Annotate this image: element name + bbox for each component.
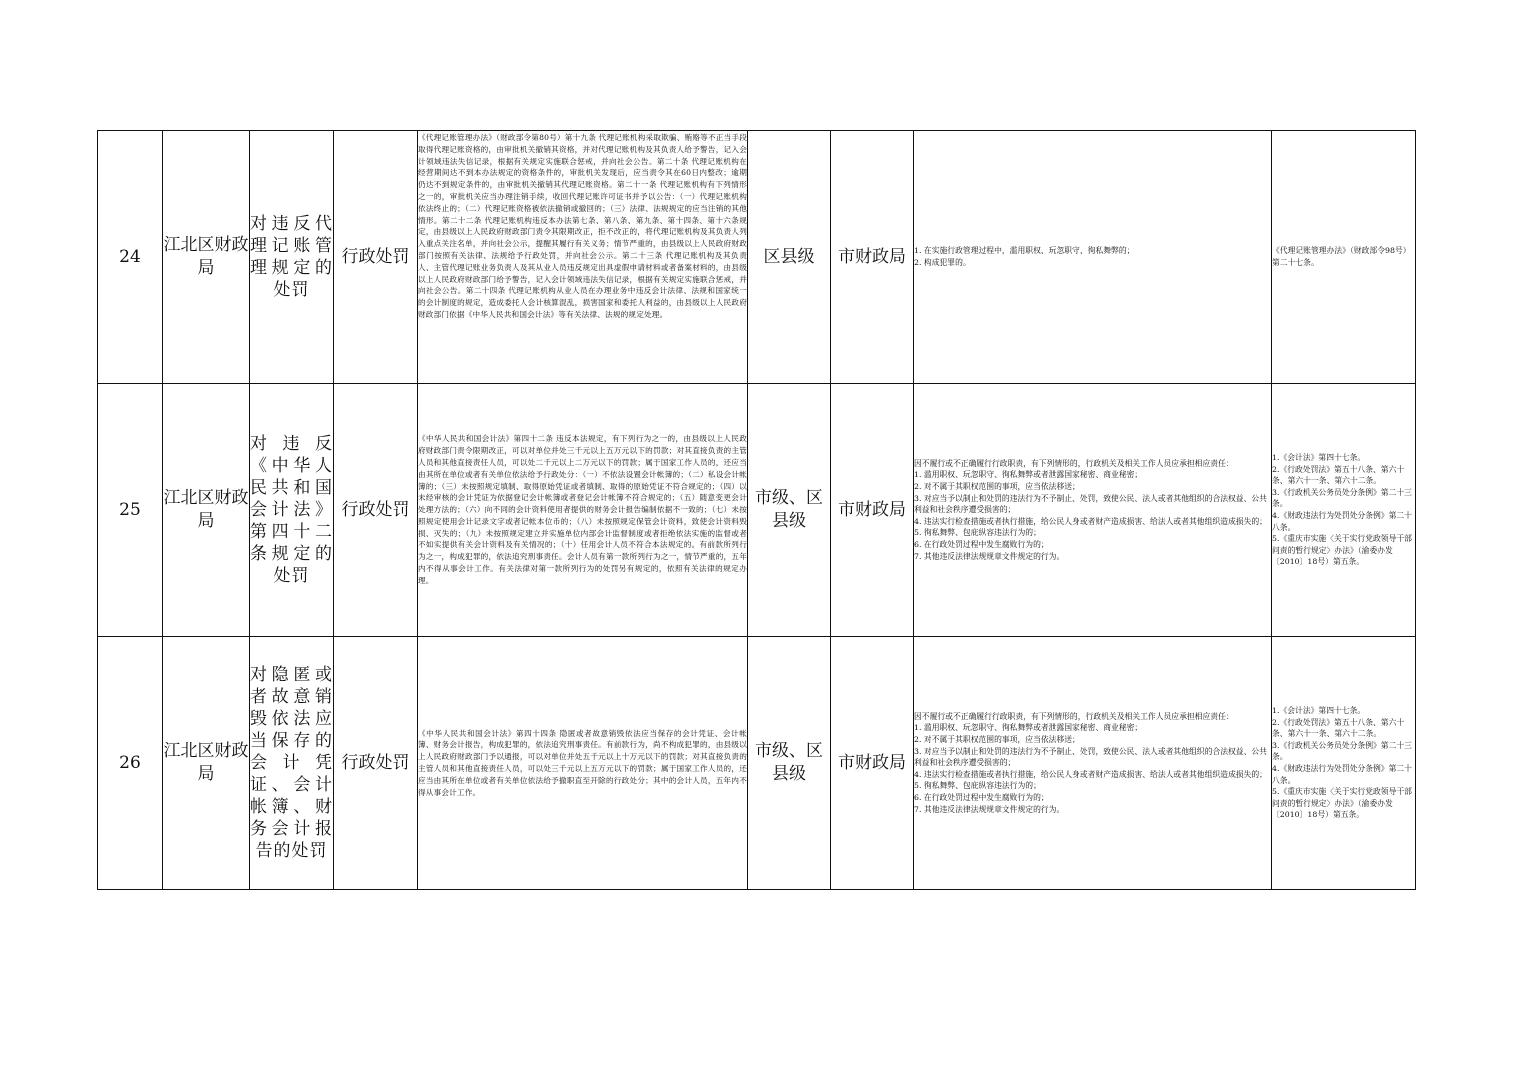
- row-number: 24: [98, 131, 163, 384]
- table-row: [98, 131, 1416, 384]
- accountability-item: 3. 对应当予以制止和处罚的违法行为不予制止、处罚，致使公民、法人或者其他组织的合法权益、公共利益和社会秩序遭受损害的；: [914, 493, 1267, 515]
- accountability-item: 6. 在行政处罚过程中发生腐败行为的；: [914, 539, 1049, 549]
- law-reference-item: 1.《会计法》第四十七条。: [1272, 706, 1366, 716]
- matter-name: 对违反代理记账管理规定的处罚: [250, 214, 333, 300]
- accountability-item: 6. 在行政处罚过程中发生腐败行为的；: [914, 792, 1049, 802]
- department-cell: 江北区财政局: [163, 384, 250, 637]
- accountability-item: 4. 违法实行检查措施或者执行措施，给公民人身或者财产造成损害、给法人或者其他组织造成损失的；: [914, 516, 1267, 526]
- accountability-list: [914, 637, 1272, 890]
- power-category: 行政处罚: [334, 384, 418, 637]
- law-reference-item: 4.《财政违法行为处罚处分条例》第二十八条。: [1272, 764, 1412, 785]
- law-reference-item: 5.《重庆市实施〈关于实行党政领导干部问责的暂行规定〉办法》（渝委办发〔2010〕18号）第五条。: [1272, 787, 1412, 820]
- accountability-item: 7. 其他违反法律法规规章文件规定的行为。: [914, 804, 1065, 814]
- accountability-list: [914, 131, 1272, 384]
- law-reference-item: 3.《行政机关公务员处分条例》第二十三条。: [1272, 740, 1412, 762]
- matter-name: 对隐匿或者故意销毁依法应当保存的会计凭证、会计帐簿、财务会计报告的处罚: [250, 665, 333, 861]
- accountability-item: 4. 违法实行检查措施或者执行措施，给公民人身或者财产造成损害、给法人或者其他组织造成损失的；: [914, 769, 1267, 779]
- exercise-level: 市级、区县级: [748, 637, 831, 890]
- law-reference-list: [1272, 637, 1416, 890]
- exercise-level: 区县级: [748, 131, 831, 384]
- accountability-item: 2. 构成犯罪的。: [914, 258, 971, 267]
- accountability-item: 因不履行或不正确履行行政职责，有下列情形的，行政机关及相关工作人员应承担相应责任：: [914, 711, 1234, 721]
- table-row: [98, 384, 1416, 637]
- row-number: 25: [98, 384, 163, 637]
- accountability-item: 1. 在实施行政管理过程中，滥用职权、玩忽职守、徇私舞弊的；: [914, 246, 1135, 256]
- responsible-org: 市财政局: [831, 637, 914, 890]
- accountability-item: 7. 其他违反法律法规规章文件规定的行为。: [914, 551, 1065, 561]
- department-cell: 江北区财政局: [163, 131, 250, 384]
- exercise-level: 市级、区县级: [748, 384, 831, 637]
- accountability-item: 1. 滥用职权、玩忽职守、徇私舞弊或者泄露国家秘密、商业秘密；: [914, 470, 1143, 480]
- law-reference-item: 2.《行政处罚法》第五十八条、第六十条、第六十一条、第六十二条。: [1272, 464, 1405, 486]
- accountability-item: 因不履行或不正确履行行政职责，有下列情形的，行政机关及相关工作人员应承担相应责任：: [914, 458, 1234, 468]
- power-category: 行政处罚: [334, 637, 418, 890]
- legal-basis: 《代理记账管理办法》（财政部令第80号）第十九条 代理记账机构采取欺骗、贿赂等不正当手段取得代理记账资格的，由审批机关撤销其资格，并对代理记账机构及其负责人给予警告，记入会计领域违法失信记录，根据有关规定实施联合惩戒，并向社会公告。第二十条 代理记账机构在经营期间达不到本办法规定的资格条件的，审批机关发现后，应当责令其在60日内整改；逾期仍达不到规定条件的，由审批机关撤销其代理记账资格。第二十一条 代理记账机构有下列情形之一的，审批机关应当办理注销手续，收回代理记账许可证书并予以公告：（一）代理记账机构依法终止的；（二）代理记账资格被依法撤销或撤回的；（三）法律、法规规定的应当注销的其他情形。第二十二条 代理记账机构违反本办法第七条、第八条、第九条、第十四条、第十六条规定，由县级以上人民政府财政部门责令其限期改正，拒不改正的，将代理记账机构及其负责人列入重点关注名单，并向社会公示，提醒其履行有关义务；情节严重的，由县级以上人民政府财政部门按照有关法律、法规给予行政处罚，并向社会公示。第二十三条 代理记账机构及其负责人、主管代理记账业务负责人及其从业人员违反规定出具虚假申请材料或者备案材料的，由县级以上人民政府财政部门给予警告，记入会计领域违法失信记录，根据有关规定实施联合惩戒，并向社会公告。第二十四条 代理记账机构从业人员在办理业务中违反会计法律、法规和国家统一的会计制度的规定，造成委托人会计核算混乱，损害国家和委托人利益的，由县级以上人民政府财政部门依据《中华人民共和国会计法》等有关法律、法规的规定处理。: [418, 133, 747, 319]
- legal-basis: 《中华人民共和国会计法》第四十四条 隐匿或者故意销毁依法应当保存的会计凭证、会计帐簿、财务会计报告，构成犯罪的，依法追究刑事责任。有前款行为，尚不构成犯罪的，由县级以上人民政府财政部门予以通报，可以对单位并处五千元以上十万元以下的罚款；对其直接负责的主管人员和其他直接责任人员，可以处三千元以上五万元以下的罚款；属于国家工作人员的，还应当由其所在单位或者有关单位依法给予撤职直至开除的行政处分；其中的会计人员，五年内不得从事会计工作。: [418, 637, 748, 890]
- table-row: [98, 637, 1416, 890]
- responsibility-table: [97, 130, 1416, 890]
- accountability-list: [914, 384, 1272, 637]
- legal-basis: 《中华人民共和国会计法》第四十二条 违反本法规定，有下列行为之一的，由县级以上人民政府财政部门责令限期改正，可以对单位并处三千元以上五万元以下的罚款；对其直接负责的主管人员和其他直接责任人员，可以处二千元以上二万元以下的罚款；属于国家工作人员的，还应当由其所在单位或者有关单位依法给予行政处分：（一）不依法设置会计帐簿的；（二）私设会计帐簿的；（三）未按照规定填制、取得原始凭证或者填制、取得的原始凭证不符合规定的；（四）以未经审核的会计凭证为依据登记会计帐簿或者登记会计帐簿不符合规定的；（五）随意变更会计处理方法的；（六）向不同的会计资料使用者提供的财务会计报告编制依据不一致的；（七）未按照规定使用会计记录文字或者记帐本位币的；（八）未按照规定保管会计资料，致使会计资料毁损、灭失的；（九）未按照规定建立并实施单位内部会计监督制度或者拒绝依法实施的监督或者不如实提供有关会计资料及有关情况的；（十）任用会计人员不符合本法规定的。有前款所列行为之一，构成犯罪的，依法追究刑事责任。会计人员有第一款所列行为之一，情节严重的，五年内不得从事会计工作。有关法律对第一款所列行为的处罚另有规定的，依照有关法律的规定办理。: [418, 384, 748, 637]
- matter-name: 对违反《中华人民共和国会计法》第四十二条规定的处罚: [250, 434, 333, 586]
- department-cell: 江北区财政局: [163, 637, 250, 890]
- law-reference-item: 2.《行政处罚法》第五十八条、第六十条、第六十一条、第六十二条。: [1272, 717, 1405, 739]
- law-reference-list: [1272, 131, 1416, 384]
- law-reference-item: 1.《会计法》第四十七条。: [1272, 453, 1366, 463]
- row-number: 26: [98, 637, 163, 890]
- accountability-item: 5. 徇私舞弊、包庇纵容违法行为的；: [914, 781, 1041, 791]
- law-reference-item: 《代理记账管理办法》（财政部令98号）第二十七条。: [1272, 246, 1411, 267]
- law-reference-item: 3.《行政机关公务员处分条例》第二十三条。: [1272, 487, 1412, 509]
- accountability-item: 2. 对不属于其职权范围的事项，应当依法移送；: [914, 735, 1080, 745]
- accountability-item: 2. 对不属于其职权范围的事项，应当依法移送；: [914, 482, 1080, 492]
- accountability-item: 3. 对应当予以制止和处罚的违法行为不予制止、处罚，致使公民、法人或者其他组织的合法权益、公共利益和社会秩序遭受损害的；: [914, 746, 1267, 768]
- law-reference-list: [1272, 384, 1416, 637]
- responsible-org: 市财政局: [831, 131, 914, 384]
- law-reference-item: 5.《重庆市实施〈关于实行党政领导干部问责的暂行规定〉办法》（渝委办发〔2010〕18号）第五条。: [1272, 534, 1412, 567]
- accountability-item: 5. 徇私舞弊、包庇纵容违法行为的；: [914, 528, 1041, 538]
- law-reference-item: 4.《财政违法行为处罚处分条例》第二十八条。: [1272, 511, 1412, 532]
- responsible-org: 市财政局: [831, 384, 914, 637]
- power-category: 行政处罚: [334, 131, 418, 384]
- accountability-item: 1. 滥用职权、玩忽职守、徇私舞弊或者泄露国家秘密、商业秘密；: [914, 723, 1143, 733]
